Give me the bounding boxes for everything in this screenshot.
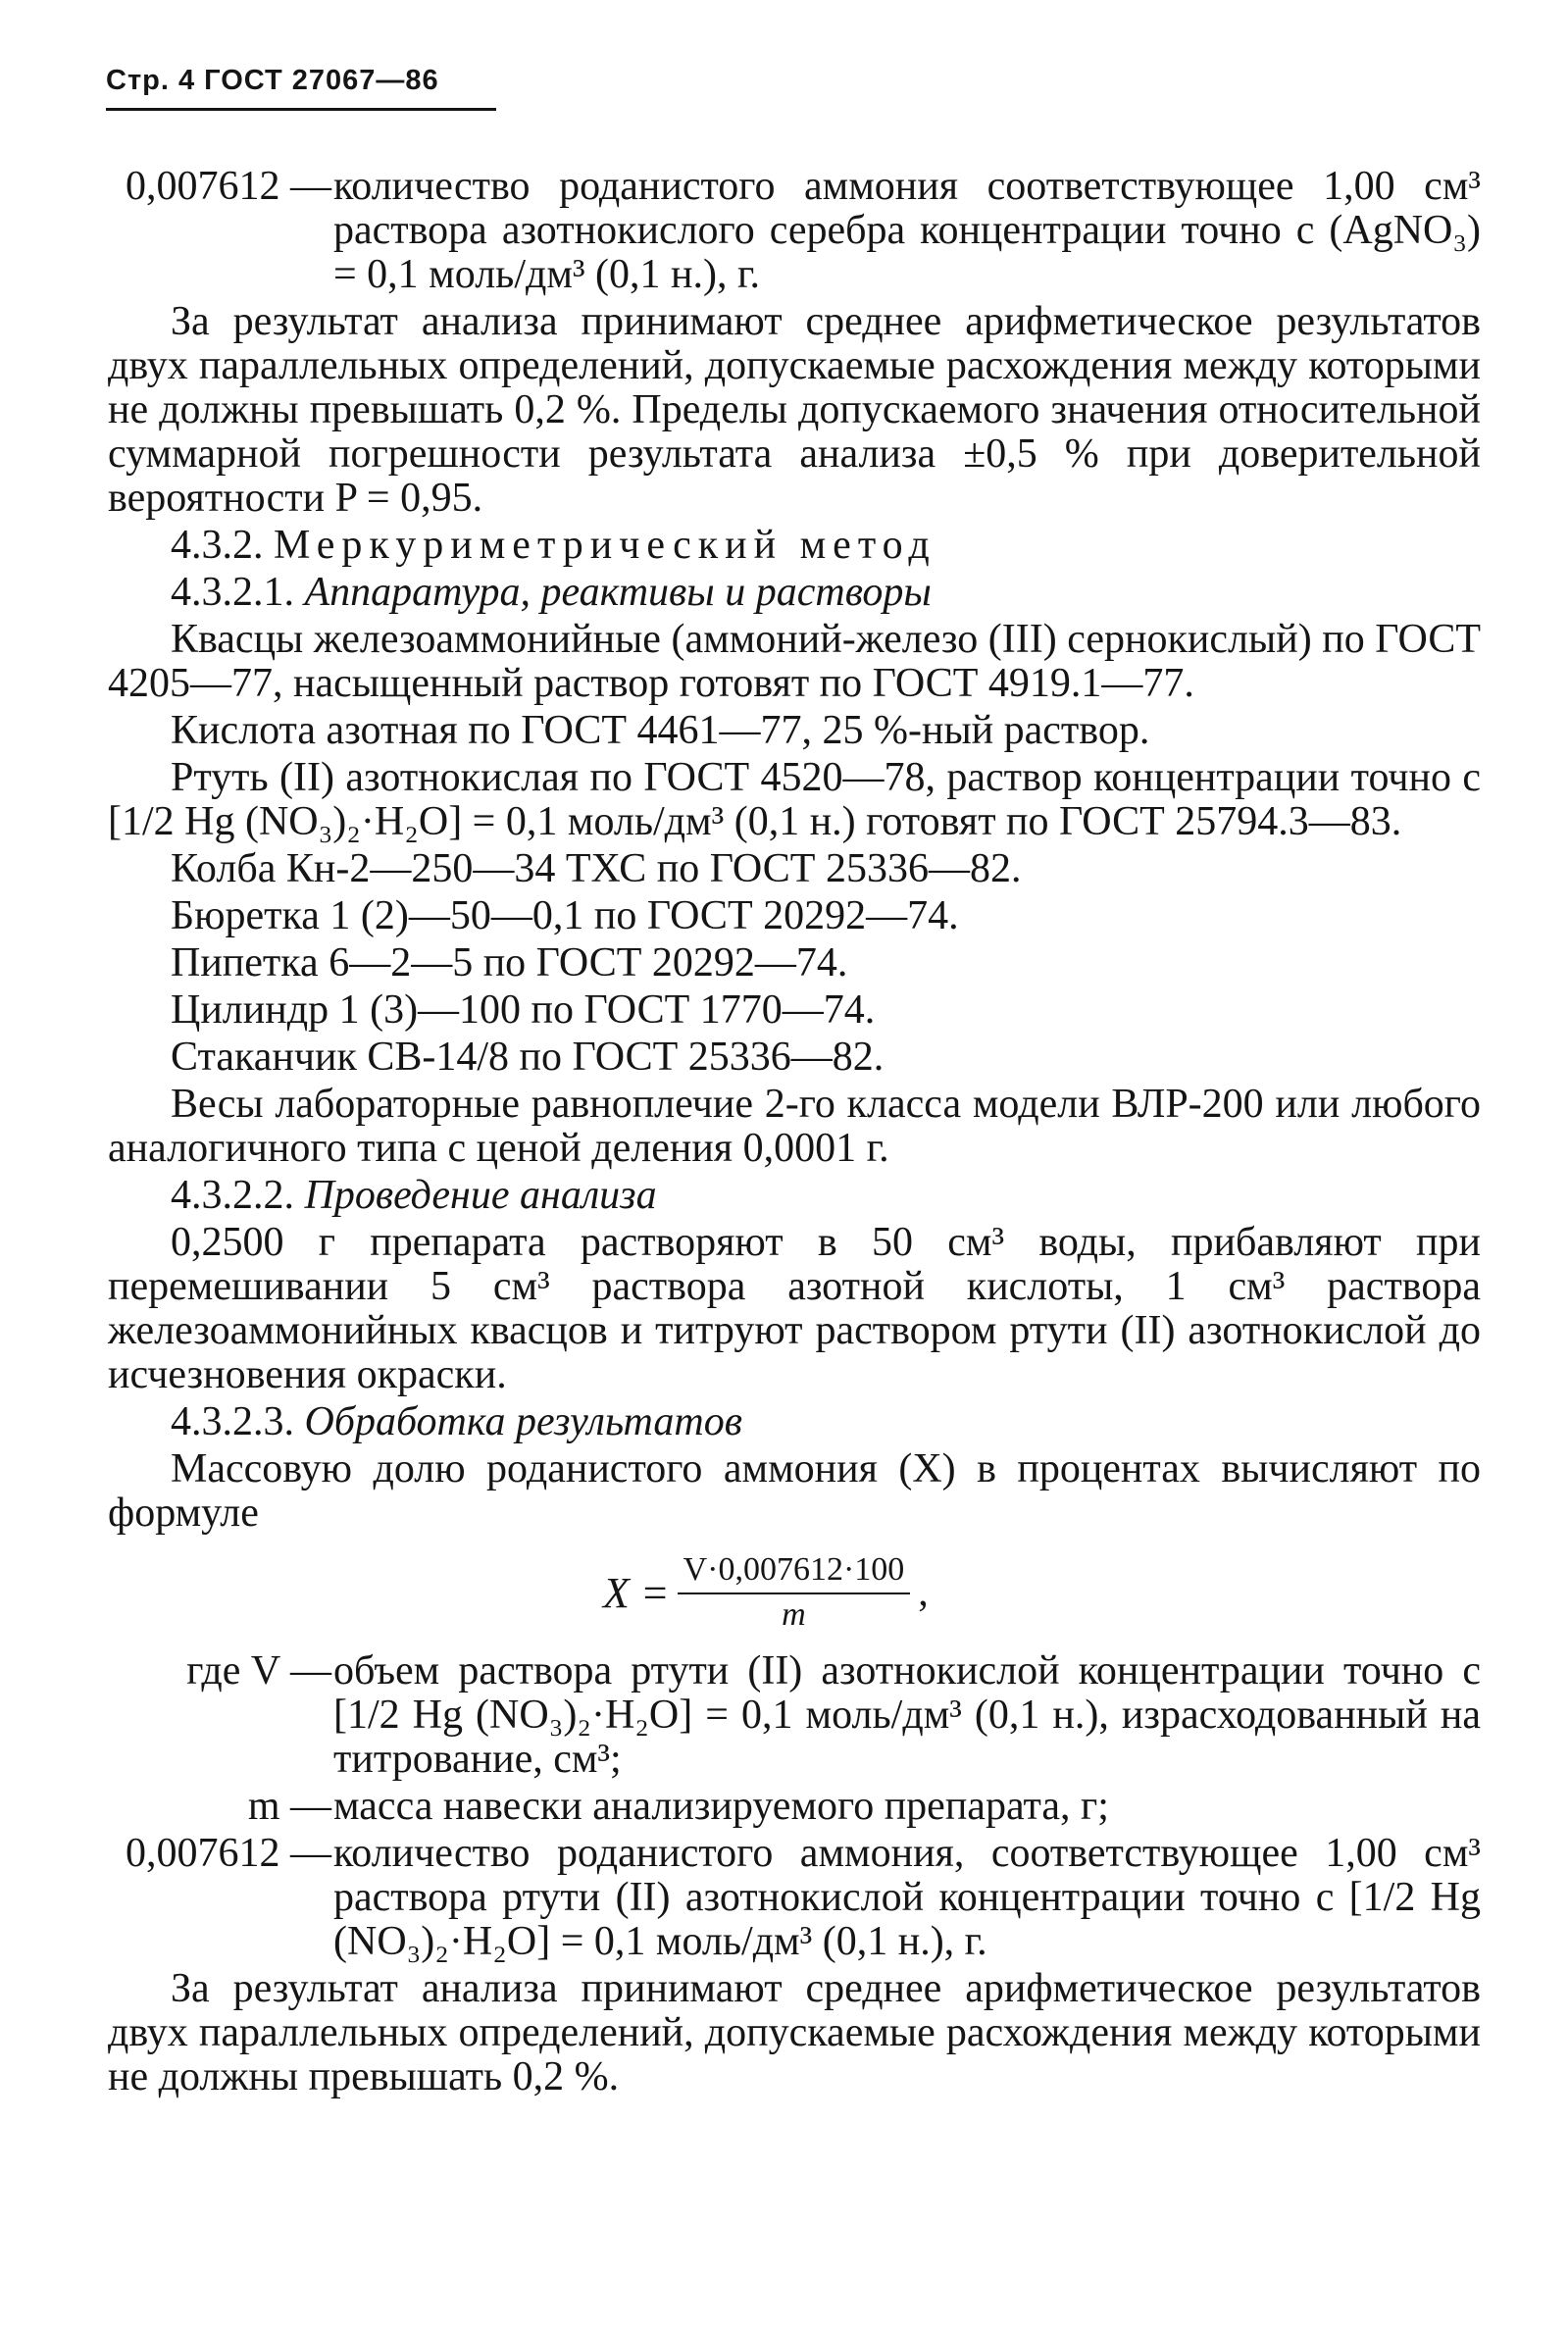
subsection-number: 4.3.2.2. — [171, 1173, 294, 1218]
definition-mass — [108, 1785, 1481, 1829]
list-item-pipette: Пипетка 6—2—5 по ГОСТ 20292—74. — [171, 940, 848, 986]
list-item-mercury-nitrate: Ртуть (II) азотнокислая по ГОСТ 4520—78, раствор концентрации точно с [1/2 Hg (NO₃)₂·H₂O] = 0,1 моль/дм³ (0,1 н.) готовят по ГОСТ 25794.3—83. — [108, 755, 1481, 844]
formula-fraction — [678, 1550, 911, 1636]
list-item-cylinder: Цилиндр 1 (3)—100 по ГОСТ 1770—74. — [171, 987, 876, 1033]
list-item-scales: Весы лабораторные равноплечие 2-го класса модели ВЛР-200 или любого аналогичного типа с ценой деления 0,0001 г. — [108, 1082, 1481, 1171]
formula-block — [108, 1543, 1481, 1642]
definition-mercury-coefficient — [108, 1832, 1481, 1964]
page-header: Стр. 4 ГОСТ 27067—86 — [106, 65, 439, 96]
subsection-number: 4.3.2.1. — [171, 570, 294, 615]
subsection-number: 4.3.2.3. — [171, 1399, 294, 1444]
subsection-heading-results — [108, 1400, 1481, 1444]
list-item-beaker: Стаканчик СВ-14/8 по ГОСТ 25336—82. — [171, 1035, 885, 1080]
subsection-heading-apparatus — [108, 571, 1481, 615]
list-item-burette: Бюретка 1 (2)—50—0,1 по ГОСТ 20292—74. — [171, 893, 959, 938]
subsection-title: Обработка результатов — [304, 1399, 742, 1444]
definition-text: количество роданистого аммония, соответствующее 1,00 см³ раствора ртути (II) азотнокислой концентрации точно с [1/2 Hg (NO₃)₂·H₂O] = 0,1 моль/дм³ (0,1 н.), г. — [333, 1831, 1481, 1964]
subsection-title: Проведение анализа — [304, 1173, 657, 1218]
definition-text: масса навески анализируемого препарата, г; — [333, 1784, 1109, 1829]
definition-volume — [108, 1649, 1481, 1782]
definition-term: 0,007612 — — [126, 164, 331, 209]
document-body — [108, 165, 1481, 2099]
definition-text: количество роданистого аммония соответствующее 1,00 см³ раствора азотнокислого серебра концентрации точно с (AgNO₃) = 0,1 моль/дм³ (0,1 н.), г. — [333, 164, 1481, 297]
section-title: Меркуриметрический метод — [274, 523, 936, 568]
definition-silver-coefficient — [108, 165, 1481, 297]
paragraph-formula-intro: Массовую долю роданистого аммония (X) в процентах вычисляют по формуле — [108, 1446, 1481, 1536]
formula-denominator: m — [782, 1595, 806, 1633]
formula-numerator: V·0,007612·100 — [683, 1550, 905, 1588]
definition-term: где V — — [186, 1648, 331, 1693]
section-number: 4.3.2. — [171, 523, 264, 568]
formula — [603, 1543, 929, 1642]
paragraph-result-argentometric: За результат анализа принимают среднее арифметическое результатов двух параллельных определений, допускаемые расхождения между которыми не должны превышать 0,2 %. Пределы допускаемого значения относительной суммарной погрешности результата анализа ±0,5 % при доверительной вероятности P = 0,95. — [108, 299, 1481, 521]
list-item-nitric-acid: Кислота азотная по ГОСТ 4461—77, 25 %-ный раствор. — [171, 708, 1150, 753]
header-rule — [106, 108, 496, 111]
subsection-title: Аппаратура, реактивы и растворы — [304, 570, 932, 615]
formula-comma: , — [918, 1569, 929, 1615]
definition-term: 0,007612 — — [126, 1831, 331, 1876]
definition-text: объем раствора ртути (II) азотнокислой концентрации точно с [1/2 Hg (NO₃)₂·H₂O] = 0,1 моль/дм³ (0,1 н.), израсходованный на титрование, см³; — [333, 1648, 1481, 1782]
list-item-alum: Квасцы железоаммонийные (аммоний-железо (III) сернокислый) по ГОСТ 4205—77, насыщенный раствор готовят по ГОСТ 4919.1—77. — [108, 617, 1481, 706]
formula-lhs: X = — [603, 1568, 670, 1617]
list-item-flask: Колба Кн-2—250—34 ТХС по ГОСТ 25336—82. — [171, 846, 1022, 891]
section-heading — [108, 524, 1481, 568]
paragraph-procedure: 0,2500 г препарата растворяют в 50 см³ воды, прибавляют при перемешивании 5 см³ раствора азотной кислоты, 1 см³ раствора железоаммонийных квасцов и титруют раствором ртути (II) азотнокислой до исчезновения окраски. — [108, 1220, 1481, 1397]
subsection-heading-procedure — [108, 1174, 1481, 1218]
definition-term: m — — [247, 1784, 331, 1829]
paragraph-result-mercurimetric: За результат анализа принимают среднее арифметическое результатов двух параллельных определений, допускаемые расхождения между которыми не должны превышать 0,2 %. — [108, 1966, 1481, 2099]
